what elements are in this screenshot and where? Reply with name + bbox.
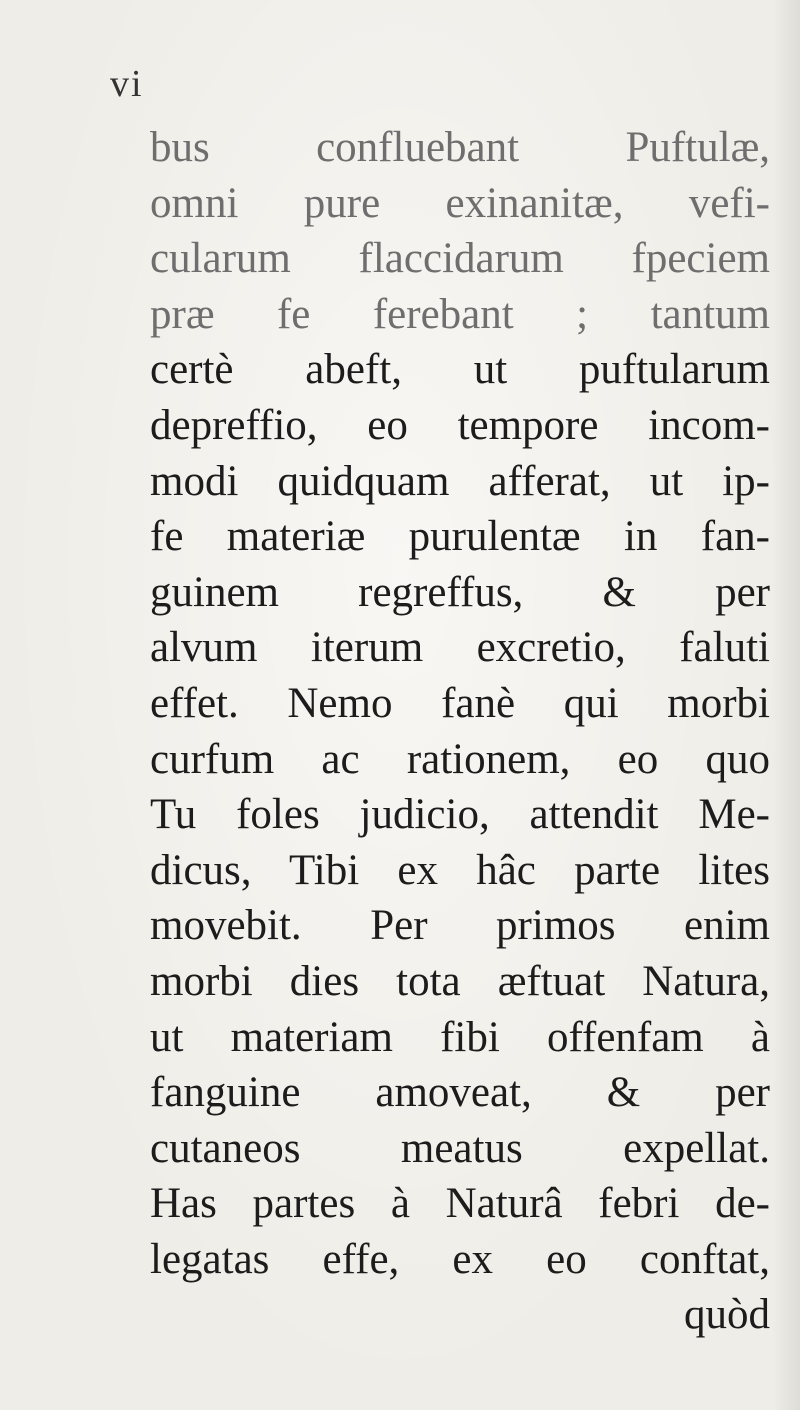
- text-line: fe materiæ purulentæ in fan-: [150, 513, 770, 561]
- text-line: bus confluebant Puftulæ,: [150, 124, 770, 171]
- text-line: legatas effe, ex eo conftat,: [150, 1235, 770, 1283]
- text-line: depreffio, eo tempore incom-: [150, 401, 770, 449]
- text-line: effet. Nemo fanè qui morbi: [150, 679, 770, 727]
- text-line: morbi dies tota æftuat Natura,: [150, 957, 770, 1005]
- text-line: modi quidquam afferat, ut ip-: [150, 457, 770, 505]
- text-line: cutaneos meatus expellat.: [150, 1124, 770, 1172]
- text-line: præ fe ferebant ; tantum: [150, 290, 770, 338]
- text-line: guinem regreffus, & per: [150, 568, 770, 616]
- text-line: Tu foles judicio, attendit Me-: [150, 791, 770, 839]
- text-line: alvum iterum excretio, faluti: [150, 624, 770, 672]
- text-line: movebit. Per primos enim: [150, 902, 770, 950]
- body-text: [150, 120, 770, 1343]
- text-line: ut materiam fibi offenfam à: [150, 1013, 770, 1061]
- text-line: omni pure exinanitæ, vefi-: [150, 179, 770, 227]
- text-line: cularum flaccidarum fpeciem: [150, 235, 770, 283]
- text-line: dicus, Tibi ex hâc parte lites: [150, 846, 770, 894]
- text-line: Has partes à Naturâ febri de-: [150, 1180, 770, 1228]
- text-line: curfum ac rationem, eo quo: [150, 735, 770, 783]
- page-edge-shadow: [772, 0, 800, 1410]
- text-line: certè abeft, ut puftularum: [150, 346, 770, 394]
- catchword: quòd: [684, 1291, 770, 1339]
- text-line: fanguine amoveat, & per: [150, 1069, 770, 1117]
- page-number: vi: [110, 63, 144, 105]
